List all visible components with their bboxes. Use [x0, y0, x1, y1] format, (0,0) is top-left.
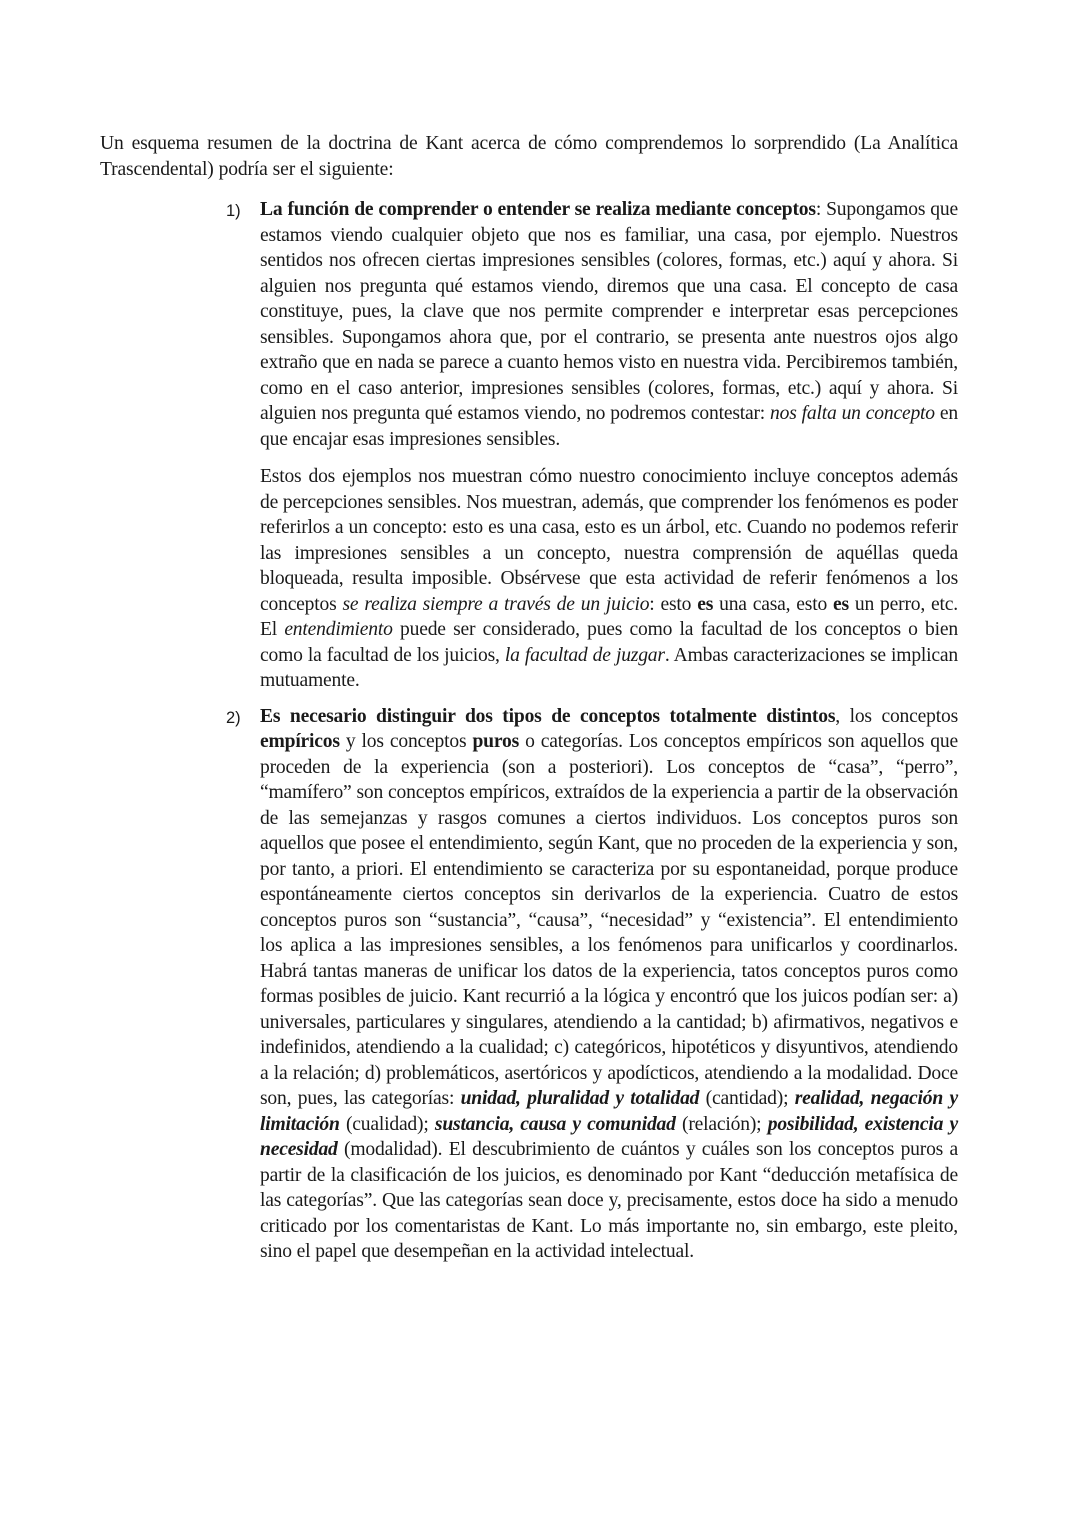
body-text: puede ser considerado, pues como la facultad de los conceptos o bien como la facultad de los juicios,	[260, 619, 958, 666]
body-text: . Ambas caracterizaciones se implican mutuamente.	[260, 644, 958, 691]
bold-text: puros	[472, 731, 520, 752]
body-text: (cantidad);	[699, 1088, 795, 1109]
body-text: (relación);	[675, 1113, 768, 1135]
body-text: : Supongamos que estamos viendo cualquier objeto que nos es familiar, una casa, por ejemplo. Nuestros sentidos nos ofrecen ciertas impresiones sensibles (colores, formas, etc.) aquí y ahora. Si alguien nos pregunta qué estamos viendo, diremos que una casa. El concepto de casa constituye, pues, la clave que nos permite comprender e interpretar esas percepciones sensibles. Supongamos ahora que, por el contrario, se presenta ante nuestros ojos algo extraño que en nada se parece a cuanto hemos visto en nuestra vida. Percibiremos también, como en el caso anterior, impresiones sensibles (colores, formas, etc.) aquí y ahora. Si alguien nos pregunta qué estamos viendo, no podremos contestar:	[260, 199, 958, 424]
summary-list	[226, 197, 958, 1265]
body-text: una casa, esto	[713, 593, 834, 615]
heading-text: Es necesario distinguir dos tipos de conceptos totalmente distintos	[260, 705, 836, 727]
item-2-paragraph-1	[260, 704, 958, 1265]
body-text: un perro, etc. El	[260, 593, 958, 640]
emphasis-text: se realiza siempre a través de un juicio	[342, 593, 650, 615]
body-text: y los conceptos	[339, 731, 473, 752]
body-text: Estos dos ejemplos nos muestran cómo nuestro conocimiento incluye conceptos además de percepciones sensibles. Nos muestran, además, que comprender los fenómenos es poder referirlos a un concepto: esto es una casa, esto es un árbol, etc. Cuando no podemos referir las impresiones sensibles a un concepto, nuestra comprensión de aquéllas queda bloqueada, resulta imposible. Obsérvese que esta actividad de referir fenómenos a los conceptos	[260, 466, 958, 615]
body-text: (cualidad);	[339, 1113, 435, 1135]
category-group-modality: posibilidad, existencia y necesidad	[260, 1113, 959, 1160]
list-number: 2)	[226, 708, 241, 727]
body-text: : esto	[649, 593, 698, 615]
emphasis-text: nos falta un concepto	[770, 403, 935, 424]
category-group-relation: sustancia, causa y comunidad	[434, 1113, 676, 1135]
body-text: o categorías. Los conceptos empíricos son aquellos que proceden de la experiencia (son a posteriori). Los conceptos de “casa”, “perro”, “mamífero” son conceptos empíricos, extraídos de la experiencia a partir de la observación de las semejanzas y rasgos comunes a ciertos individuos. Los conceptos puros son aquellos que posee el entendimiento, según Kant, que no proceden de la experiencia y son, por tanto, a priori. El entendimiento se caracteriza por su espontaneidad, porque produce espontáneamente ciertos conceptos sin derivarlos de la experiencia. Cuatro de estos conceptos puros son “sustancia”, “causa”, “necesidad” y “existencia”. El entendimiento los aplica a las impresiones sensibles, a los fenómenos para unificarlos y coordinarlos. Habrá tantas maneras de unificar los datos de la experiencia, tatos conceptos puros como formas posibles de juicio. Kant recurrió a la lógica y encontró que los juicos podían ser: a) universales, particulares y singulares, atendiendo a la cantidad; b) afirmativos, negativos e indefinidos, atendiendo a la cualidad; c) categóricos, hipotéticos y disyuntivos, atendiendo a la relación; d) problemáticos, asertóricos y apodícticos, atendiendo a la modalidad. Doce son, pues, las categorías:	[260, 731, 958, 1109]
item-1-paragraph-2	[260, 464, 958, 694]
heading-text: La función de comprender o entender se realiza mediante conceptos	[260, 199, 816, 220]
body-text: , los conceptos	[835, 705, 958, 727]
bold-text: es	[833, 593, 849, 615]
body-text: en que encajar esas impresiones sensibles.	[260, 403, 958, 450]
item-1-paragraph-1	[260, 197, 958, 452]
list-item-2	[226, 704, 958, 1265]
bold-text: empíricos	[260, 731, 340, 752]
bold-text: es	[697, 593, 714, 615]
category-group-quality: realidad, negación y limitación	[260, 1088, 958, 1135]
body-text: (modalidad). El descubrimiento de cuántos y cuáles son los conceptos puros a partir de la clasificación de los juicios, es denominado por Kant “deducción metafísica de las categorías”. Que las categorías sean doce y, precisamente, estos doce ha sido a menudo criticado por los comentaristas de Kant. Lo más importante no, sin embargo, este pleito, sino el papel que desempeñan en la actividad intelectual.	[260, 1139, 958, 1262]
emphasis-text: entendimiento	[284, 619, 393, 640]
list-number: 1)	[226, 202, 241, 220]
intro-paragraph: Un esquema resumen de la doctrina de Kant acerca de cómo comprendemos lo sorprendido (La Analítica Trascendental) podría ser el siguiente:	[100, 133, 958, 180]
category-group-quantity: unidad, pluralidad y totalidad	[460, 1088, 700, 1109]
list-item-1	[226, 197, 958, 694]
emphasis-text: la facultad de juzgar	[504, 644, 665, 666]
